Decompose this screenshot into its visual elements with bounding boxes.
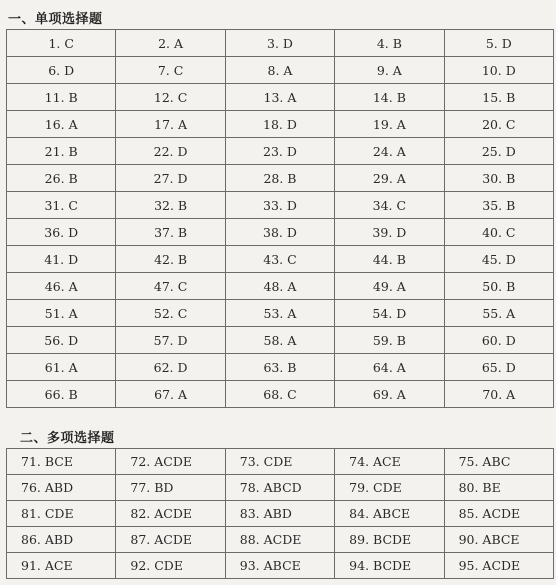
table-row	[7, 327, 554, 354]
table-row	[7, 527, 554, 553]
section-title-multiple-choice: 二、多项选择题	[20, 431, 115, 446]
answer-cell: 37. B	[116, 219, 225, 246]
answer-cell: 36. D	[7, 219, 116, 246]
answer-cell: 85. ACDE	[444, 501, 553, 527]
table-row	[7, 475, 554, 501]
answer-cell: 72. ACDE	[116, 449, 225, 475]
answer-cell: 73. CDE	[225, 449, 334, 475]
answer-cell: 19. A	[335, 111, 444, 138]
section-title-single-choice: 一、单项选择题	[8, 12, 103, 27]
answer-cell: 58. A	[225, 327, 334, 354]
table-row	[7, 381, 554, 408]
answer-cell: 91. ACE	[7, 553, 116, 579]
table-row	[7, 354, 554, 381]
table-row	[7, 449, 554, 475]
answer-cell: 16. A	[7, 111, 116, 138]
answer-cell: 84. ABCE	[335, 501, 444, 527]
answer-cell: 95. ACDE	[444, 553, 553, 579]
table-row	[7, 246, 554, 273]
answer-cell: 9. A	[335, 57, 444, 84]
table-row	[7, 30, 554, 57]
answer-cell: 7. C	[116, 57, 225, 84]
table-row	[7, 165, 554, 192]
answer-cell: 52. C	[116, 300, 225, 327]
answer-cell: 10. D	[444, 57, 553, 84]
answer-cell: 94. BCDE	[335, 553, 444, 579]
table-row	[7, 553, 554, 579]
answer-cell: 31. C	[7, 192, 116, 219]
answer-cell: 11. B	[7, 84, 116, 111]
answer-cell: 47. C	[116, 273, 225, 300]
answer-cell: 44. B	[335, 246, 444, 273]
answer-cell: 26. B	[7, 165, 116, 192]
answer-cell: 93. ABCE	[225, 553, 334, 579]
answer-cell: 49. A	[335, 273, 444, 300]
answer-cell: 48. A	[225, 273, 334, 300]
table-row	[7, 192, 554, 219]
answer-cell: 24. A	[335, 138, 444, 165]
answer-cell: 40. C	[444, 219, 553, 246]
answer-cell: 90. ABCE	[444, 527, 553, 553]
answer-cell: 2. A	[116, 30, 225, 57]
answer-cell: 39. D	[335, 219, 444, 246]
answer-cell: 12. C	[116, 84, 225, 111]
answer-cell: 69. A	[335, 381, 444, 408]
answer-cell: 8. A	[225, 57, 334, 84]
answer-cell: 80. BE	[444, 475, 553, 501]
answer-cell: 43. C	[225, 246, 334, 273]
answer-cell: 20. C	[444, 111, 553, 138]
answer-cell: 27. D	[116, 165, 225, 192]
answer-cell: 30. B	[444, 165, 553, 192]
table-row	[7, 138, 554, 165]
answer-cell: 28. B	[225, 165, 334, 192]
answer-cell: 23. D	[225, 138, 334, 165]
multiple-choice-answer-table	[6, 448, 554, 579]
answer-cell: 14. B	[335, 84, 444, 111]
answer-cell: 89. BCDE	[335, 527, 444, 553]
answer-cell: 61. A	[7, 354, 116, 381]
table-row	[7, 273, 554, 300]
answer-cell: 79. CDE	[335, 475, 444, 501]
answer-cell: 22. D	[116, 138, 225, 165]
table-row	[7, 219, 554, 246]
answer-cell: 57. D	[116, 327, 225, 354]
answer-cell: 5. D	[444, 30, 553, 57]
answer-cell: 35. B	[444, 192, 553, 219]
answer-cell: 82. ACDE	[116, 501, 225, 527]
answer-cell: 60. D	[444, 327, 553, 354]
answer-cell: 78. ABCD	[225, 475, 334, 501]
answer-cell: 4. B	[335, 30, 444, 57]
answer-cell: 71. BCE	[7, 449, 116, 475]
answer-cell: 3. D	[225, 30, 334, 57]
answer-cell: 65. D	[444, 354, 553, 381]
answer-cell: 51. A	[7, 300, 116, 327]
answer-cell: 75. ABC	[444, 449, 553, 475]
answer-cell: 77. BD	[116, 475, 225, 501]
answer-cell: 62. D	[116, 354, 225, 381]
answer-cell: 17. A	[116, 111, 225, 138]
answer-cell: 53. A	[225, 300, 334, 327]
answer-cell: 87. ACDE	[116, 527, 225, 553]
answer-cell: 34. C	[335, 192, 444, 219]
answer-cell: 88. ACDE	[225, 527, 334, 553]
answer-cell: 56. D	[7, 327, 116, 354]
answer-cell: 63. B	[225, 354, 334, 381]
table-row	[7, 84, 554, 111]
answer-cell: 81. CDE	[7, 501, 116, 527]
answer-cell: 67. A	[116, 381, 225, 408]
table-row	[7, 501, 554, 527]
answer-cell: 68. C	[225, 381, 334, 408]
answer-cell: 38. D	[225, 219, 334, 246]
answer-cell: 70. A	[444, 381, 553, 408]
answer-cell: 32. B	[116, 192, 225, 219]
table-row	[7, 111, 554, 138]
answer-cell: 6. D	[7, 57, 116, 84]
answer-cell: 64. A	[335, 354, 444, 381]
answer-cell: 50. B	[444, 273, 553, 300]
answer-cell: 33. D	[225, 192, 334, 219]
table-row	[7, 300, 554, 327]
answer-cell: 21. B	[7, 138, 116, 165]
answer-cell: 1. C	[7, 30, 116, 57]
table-row	[7, 57, 554, 84]
answer-cell: 13. A	[225, 84, 334, 111]
answer-cell: 54. D	[335, 300, 444, 327]
answer-cell: 86. ABD	[7, 527, 116, 553]
answer-cell: 66. B	[7, 381, 116, 408]
answer-cell: 41. D	[7, 246, 116, 273]
answer-cell: 29. A	[335, 165, 444, 192]
answer-cell: 42. B	[116, 246, 225, 273]
answer-cell: 59. B	[335, 327, 444, 354]
answer-cell: 15. B	[444, 84, 553, 111]
answer-cell: 45. D	[444, 246, 553, 273]
answer-cell: 74. ACE	[335, 449, 444, 475]
answer-cell: 76. ABD	[7, 475, 116, 501]
answer-cell: 92. CDE	[116, 553, 225, 579]
answer-cell: 46. A	[7, 273, 116, 300]
answer-cell: 18. D	[225, 111, 334, 138]
answer-cell: 25. D	[444, 138, 553, 165]
answer-cell: 55. A	[444, 300, 553, 327]
answer-cell: 83. ABD	[225, 501, 334, 527]
single-choice-answer-table	[6, 29, 554, 408]
